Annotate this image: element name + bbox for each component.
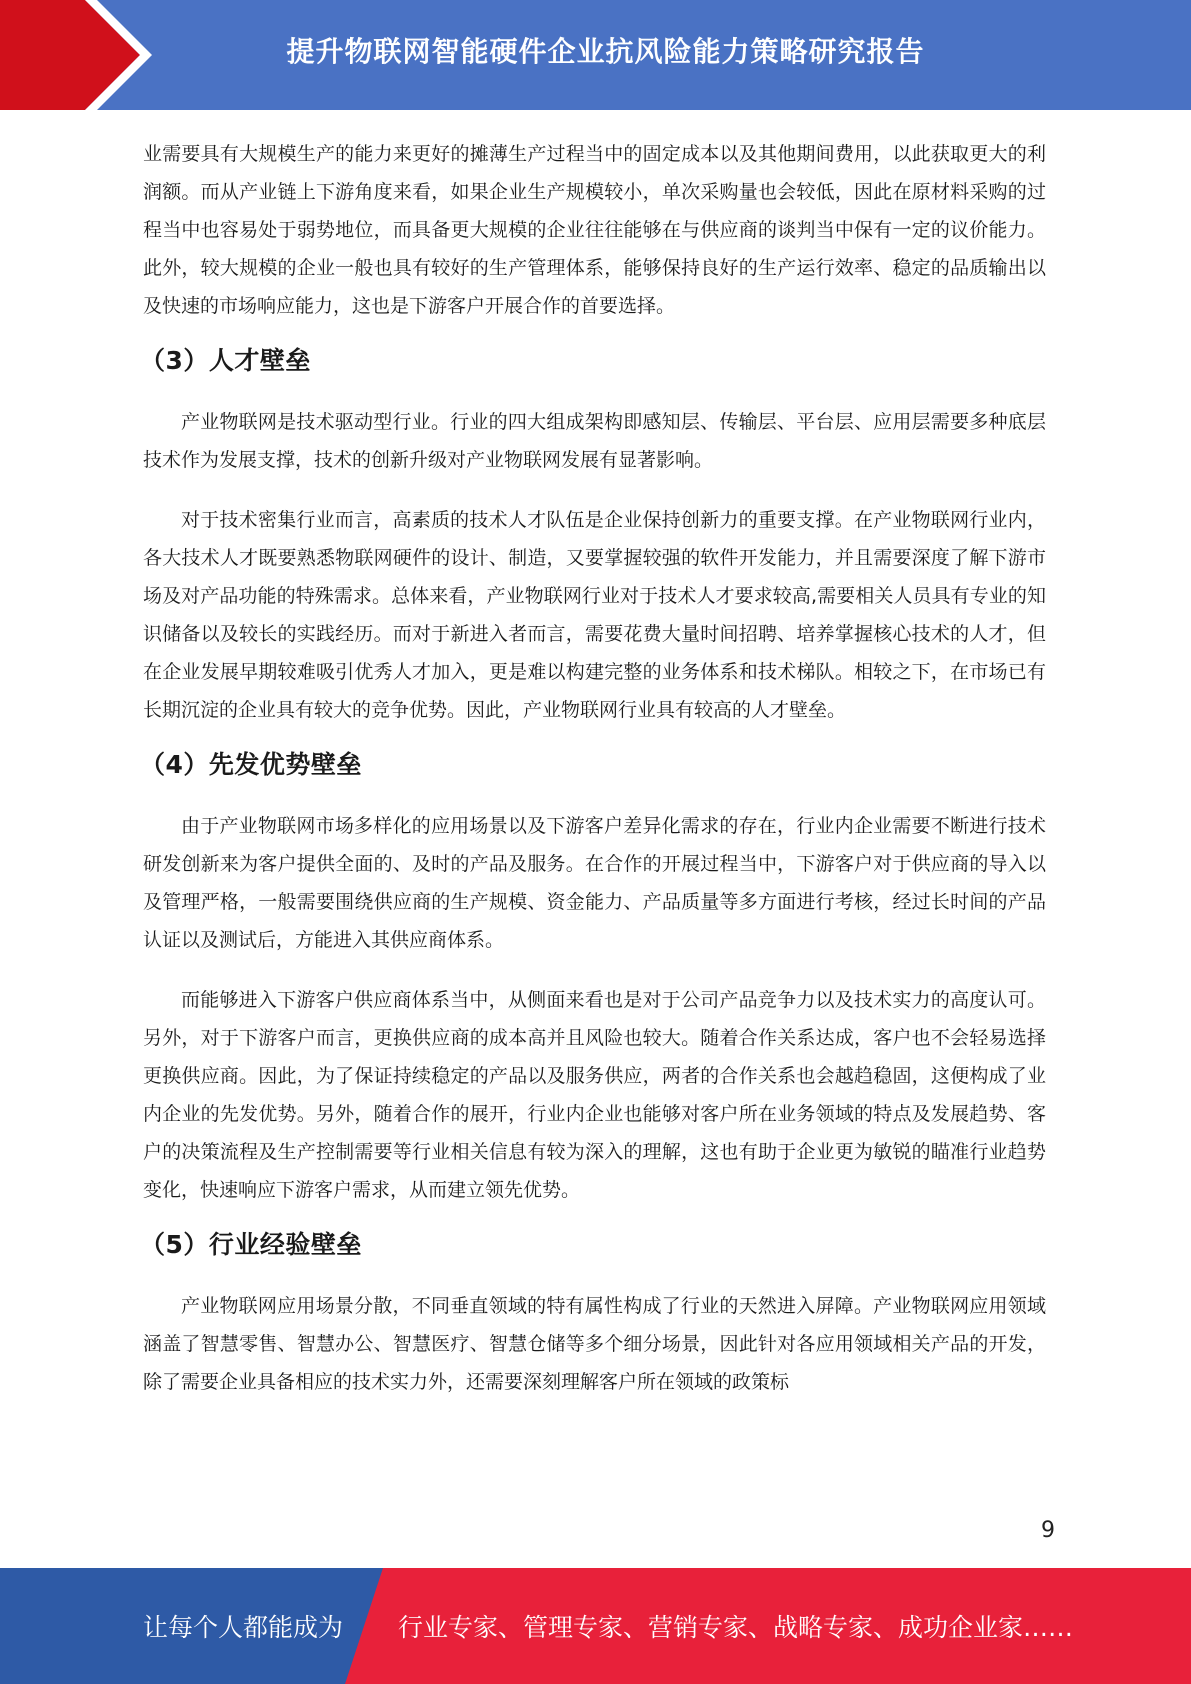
body-paragraph: 对于技术密集行业而言，高素质的技术人才队伍是企业保持创新力的重要支撑。在产业物联网行业内，各大技术人才既要熟悉物联网硬件的设计、制造，又要掌握较强的软件开发能力，并且需要深度了解下游市场及对产品功能的特殊需求。总体来看，产业物联网行业对于技术人才要求较高,需要相关人员具有专业的知识储备以及较长的实践经历。而对于新进入者而言，需要花费大量时间招聘、培养掌握核心技术的人才，但在企业发展早期较难吸引优秀人才加入，更是难以构建完整的业务体系和技术梯队。相较之下，在市场已有长期沉淀的企业具有较大的竞争优势。因此，产业物联网行业具有较高的人才壁垒。 bbox=[143, 509, 1046, 721]
footer-banner bbox=[0, 1568, 1191, 1684]
section-talent-barrier bbox=[140, 341, 1046, 729]
section-industry-experience-barrier bbox=[140, 1225, 1046, 1401]
footer-slogan-left: 让每个人都能成为 bbox=[143, 1613, 344, 1642]
report-title: 提升物联网智能硬件企业抗风险能力策略研究报告 bbox=[286, 35, 925, 68]
section-heading: （5）行业经验壁垒 bbox=[140, 1230, 362, 1259]
document-body bbox=[140, 135, 1046, 1401]
body-paragraph: 由于产业物联网市场多样化的应用场景以及下游客户差异化需求的存在，行业内企业需要不断进行技术研发创新来为客户提供全面的、及时的产品及服务。在合作的开展过程当中，下游客户对于供应商的导入以及管理严格，一般需要围绕供应商的生产规模、资金能力、产品质量等多方面进行考核，经过长时间的产品认证以及测试后，方能进入其供应商体系。 bbox=[143, 815, 1046, 951]
section-heading: （3）人才壁垒 bbox=[140, 346, 311, 375]
body-paragraph: 产业物联网是技术驱动型行业。行业的四大组成架构即感知层、传输层、平台层、应用层需要多种底层技术作为发展支撑，技术的创新升级对产业物联网发展有显著影响。 bbox=[143, 411, 1046, 471]
section-first-mover-barrier bbox=[140, 745, 1046, 1209]
page-number: 9 bbox=[1041, 1518, 1055, 1543]
body-paragraph: 产业物联网应用场景分散，不同垂直领域的特有属性构成了行业的天然进入屏障。产业物联网应用领域涵盖了智慧零售、智慧办公、智慧医疗、智慧仓储等多个细分场景，因此针对各应用领域相关产品的开发，除了需要企业具备相应的技术实力外，还需要深刻理解客户所在领域的政策标 bbox=[143, 1295, 1046, 1393]
section-heading: （4）先发优势壁垒 bbox=[140, 750, 362, 779]
body-paragraph: 而能够进入下游客户供应商体系当中，从侧面来看也是对于公司产品竞争力以及技术实力的高度认可。另外，对于下游客户而言，更换供应商的成本高并且风险也较大。随着合作关系达成，客户也不会轻易选择更换供应商。因此，为了保证持续稳定的产品以及服务供应，两者的合作关系也会越趋稳固，这便构成了业内企业的先发优势。另外，随着合作的展开，行业内企业也能够对客户所在业务领域的特点及发展趋势、客户的决策流程及生产控制需要等行业相关信息有较为深入的理解，这也有助于企业更为敏锐的瞄准行业趋势变化，快速响应下游客户需求，从而建立领先优势。 bbox=[143, 989, 1046, 1201]
footer-slogan-right: 行业专家、管理专家、营销专家、战略专家、成功企业家…… bbox=[398, 1613, 1074, 1642]
intro-paragraph: 业需要具有大规模生产的能力来更好的摊薄生产过程当中的固定成本以及其他期间费用，以此获取更大的利润额。而从产业链上下游角度来看，如果企业生产规模较小，单次采购量也会较低，因此在原材料采购的过程当中也容易处于弱势地位，而具备更大规模的企业往往能够在与供应商的谈判当中保有一定的议价能力。此外，较大规模的企业一般也具有较好的生产管理体系，能够保持良好的生产运行效率、稳定的品质输出以及快速的市场响应能力，这也是下游客户开展合作的首要选择。 bbox=[143, 143, 1046, 317]
header-banner bbox=[0, 0, 1191, 110]
